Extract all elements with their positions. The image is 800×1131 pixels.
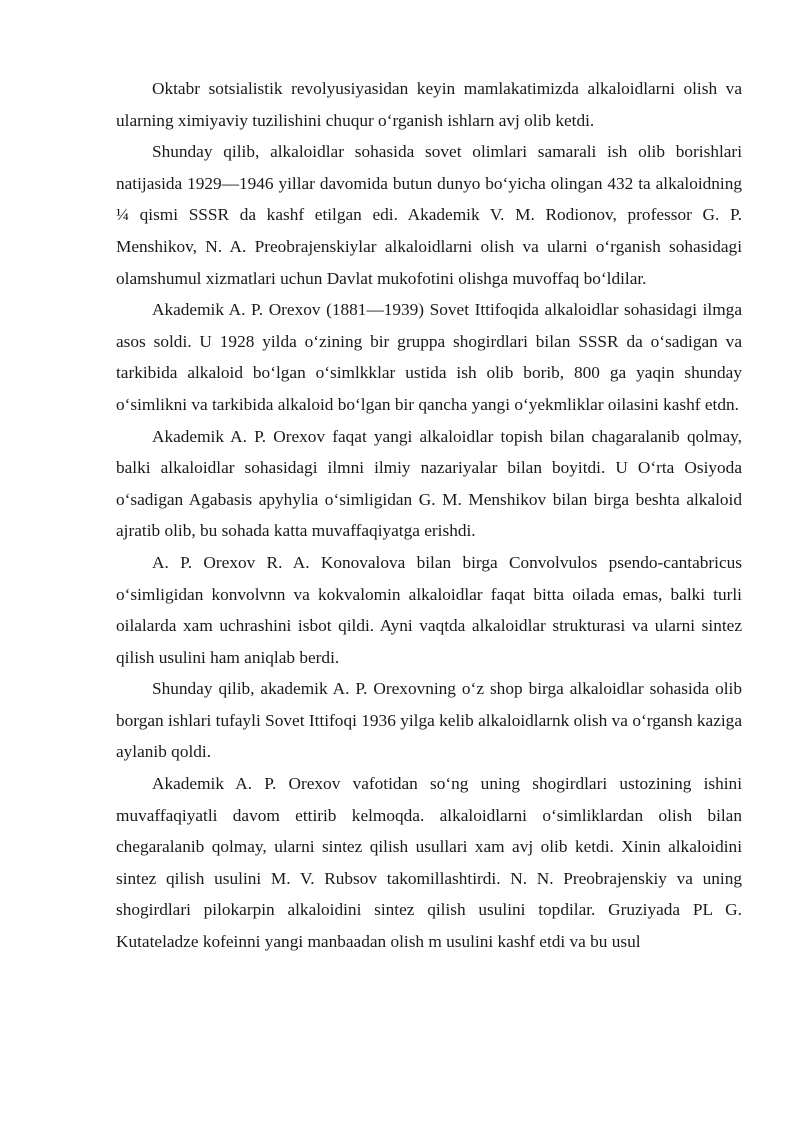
paragraph-7: Akademik A. P. Orexov vafotidan so‘ng uning shogirdlari ustozining ishini muvaffaqiyatli davom ettirib kelmoqda. alkaloidlarni o‘simliklardan olish bilan chegaralanib qolmay, ularni sintez qilish usullari xam avj olib ketdi. Xinin alkaloidini sintez qilish usulini M. V. Rubsov takomillashtirdi. N. N. Preobrajenskiy va uning shogirdlari pilokarpin alkaloidini sintez qilish usulini topdilar. Gruziyada PL G. Kutateladze kofeinni yangi manbaadan olish m usulini kashf etdi va bu usul (116, 774, 742, 952)
paragraph-3: Akademik A. P. Orexov (1881—1939) Sovet Ittifoqida alkaloidlar sohasidagi ilmga asos soldi. U 1928 yilda o‘zining bir gruppa shogirdlari bilan SSSR da o‘sadigan va tarkibida alkaloid bo‘lgan o‘simlkklar ustida ish olib borib, 800 ga yaqin shunday o‘simlikni va tarkibida alkaloid bo‘lgan bir qancha yangi o‘yekmliklar oilasini kashf etdn. (116, 300, 742, 414)
paragraph-1: Oktabr sotsialistik revolyusiyasidan keyin mamlakatimizda alkaloidlarni olish va ularning ximiyaviy tuzilishini chuqur o‘rganish ishlarn avj olib ketdi. (116, 79, 742, 130)
paragraph-4: Akademik A. P. Orexov faqat yangi alkaloidlar topish bilan chagaralanib qolmay, balki alkaloidlar sohasidagi ilmni ilmiy nazariyalar bilan boyitdi. U O‘rta Osiyoda o‘sadigan Agabasis apyhylia o‘simligidan G. M. Menshikov bilan birga beshta alkaloid ajratib olib, bu sohada katta muvaffaqiyatga erishdi. (116, 426, 742, 541)
paragraph-2: Shunday qilib, alkaloidlar sohasida sovet olimlari samarali ish olib borishlari natijasida 1929—1946 yillar davomida butun dunyo bo‘yicha olingan 432 ta alkaloidning ¼ qismi SSSR da kashf etilgan edi. Akademik V. M. Rodionov, professor G. P. Menshikov, N. A. Preobrajenskiylar alkaloidlarni olish va ularni o‘rganish sohasidagi olamshumul xizmatlari uchun Davlat mukofotini olishga muvoffaq bo‘ldilar. (116, 142, 742, 288)
paragraph-5: A. P. Orexov R. A. Konovalova bilan birga Convolvulos psendo-cantabricus o‘simligidan konvolvnn va kokvalomin alkaloidlar faqat bitta oilada emas, balki turli oilalarda xam uchrashini isbot qildi. Ayni vaqtda alkaloidlar strukturasi va ularni sintez qilish usulini ham aniqlab berdi. (116, 552, 742, 667)
body-text (116, 73, 742, 958)
paragraph-6: Shunday qilib, akademik A. P. Orexovning o‘z shop birga alkaloidlar sohasida olib borgan ishlari tufayli Sovet Ittifoqi 1936 yilga kelib alkaloidlarnk olish va o‘rgansh kaziga aylanib qoldi. (116, 679, 742, 762)
